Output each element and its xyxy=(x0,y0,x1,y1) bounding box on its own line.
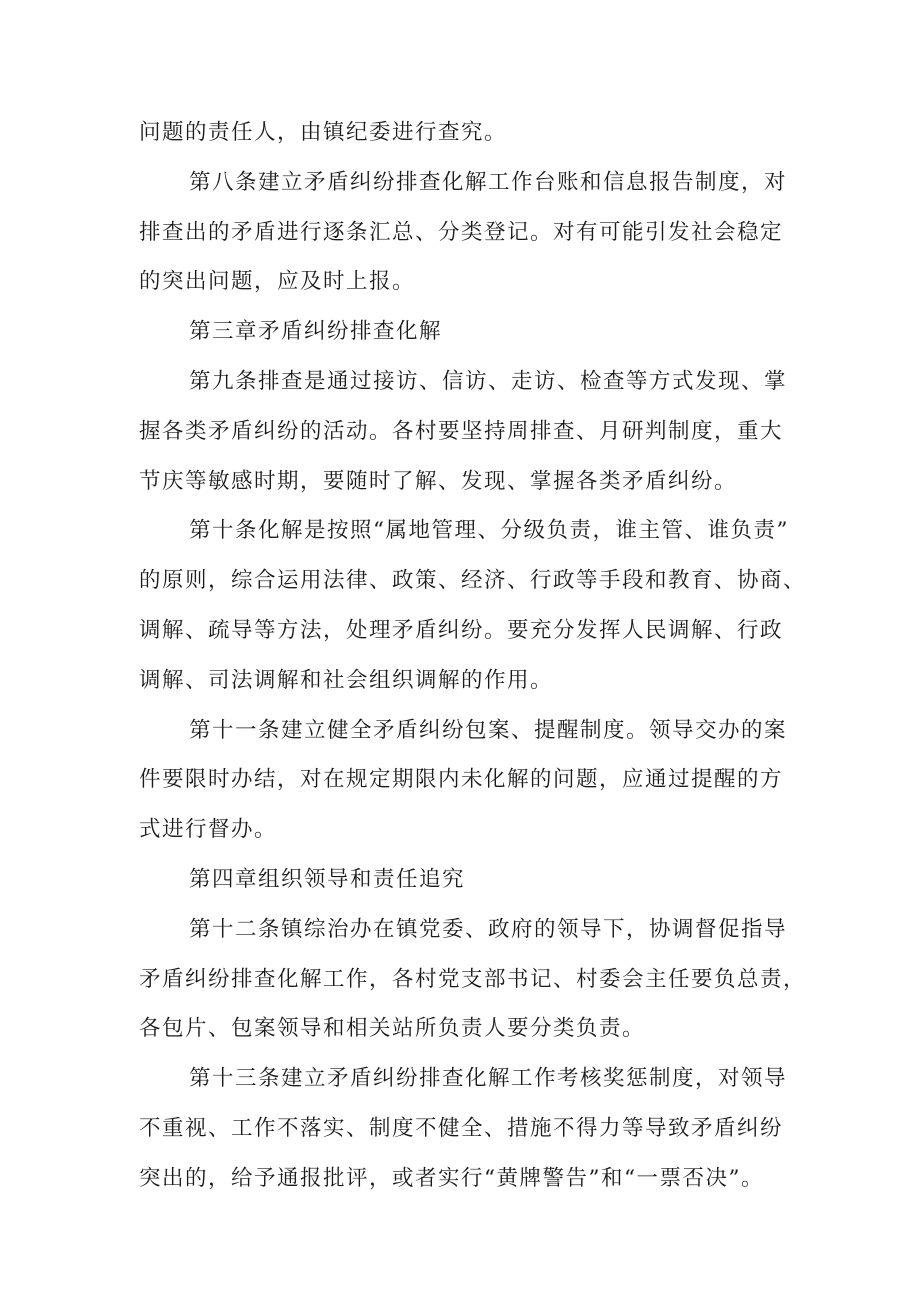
text-line: 不重视、工作不落实、制度不健全、措施不得力等导致矛盾纠纷 xyxy=(139,1115,784,1141)
text-line: 节庆等敏感时期，要随时了解、发现、掌握各类矛盾纠纷。 xyxy=(139,468,738,494)
document-page xyxy=(139,108,807,1204)
article-13-line: 第十三条建立矛盾纠纷排查化解工作考核奖惩制度，对领导 xyxy=(189,1066,788,1092)
article-10-line: 第十条化解是按照“属地管理、分级负责，谁主管、谁负责” xyxy=(189,518,789,544)
article-9-line: 第九条排查是通过接访、信访、走访、检查等方式发现、掌 xyxy=(189,368,788,394)
text-line: 突出的，给予通报批评，或者实行“黄牌警告”和“一票否决”。 xyxy=(139,1165,764,1191)
article-11-line: 第十一条建立健全矛盾纠纷包案、提醒制度。领导交办的案 xyxy=(189,717,788,743)
text-line: 的原则，综合运用法律、政策、经济、行政等手段和教育、协商、 xyxy=(139,568,807,594)
chapter-4-heading: 第四章组织领导和责任追究 xyxy=(189,866,466,892)
text-line: 矛盾纠纷排查化解工作，各村党支部书记、村委会主任要负总责， xyxy=(139,966,807,992)
text-line: 件要限时办结，对在规定期限内未化解的问题，应通过提醒的方 xyxy=(139,767,784,793)
text-line: 调解、疏导等方法，处理矛盾纠纷。要充分发挥人民调解、行政 xyxy=(139,617,784,643)
text-line: 问题的责任人，由镇纪委进行查究。 xyxy=(139,120,508,145)
text-line: 各包片、包案领导和相关站所负责人要分类负责。 xyxy=(139,1016,646,1042)
text-line: 握各类矛盾纠纷的活动。各村要坚持周排查、月研判制度，重大 xyxy=(139,418,784,444)
chapter-3-heading: 第三章矛盾纠纷排查化解 xyxy=(189,319,443,345)
article-8-line: 第八条建立矛盾纠纷排查化解工作台账和信息报告制度，对 xyxy=(189,169,788,195)
text-line: 排查出的矛盾进行逐条汇总、分类登记。对有可能引发社会稳定 xyxy=(139,219,784,245)
text-line: 的突出问题，应及时上报。 xyxy=(139,269,416,295)
article-12-line: 第十二条镇综治办在镇党委、政府的领导下，协调督促指导 xyxy=(189,916,788,942)
text-line: 调解、司法调解和社会组织调解的作用。 xyxy=(139,667,554,693)
text-line: 式进行督办。 xyxy=(139,817,278,843)
